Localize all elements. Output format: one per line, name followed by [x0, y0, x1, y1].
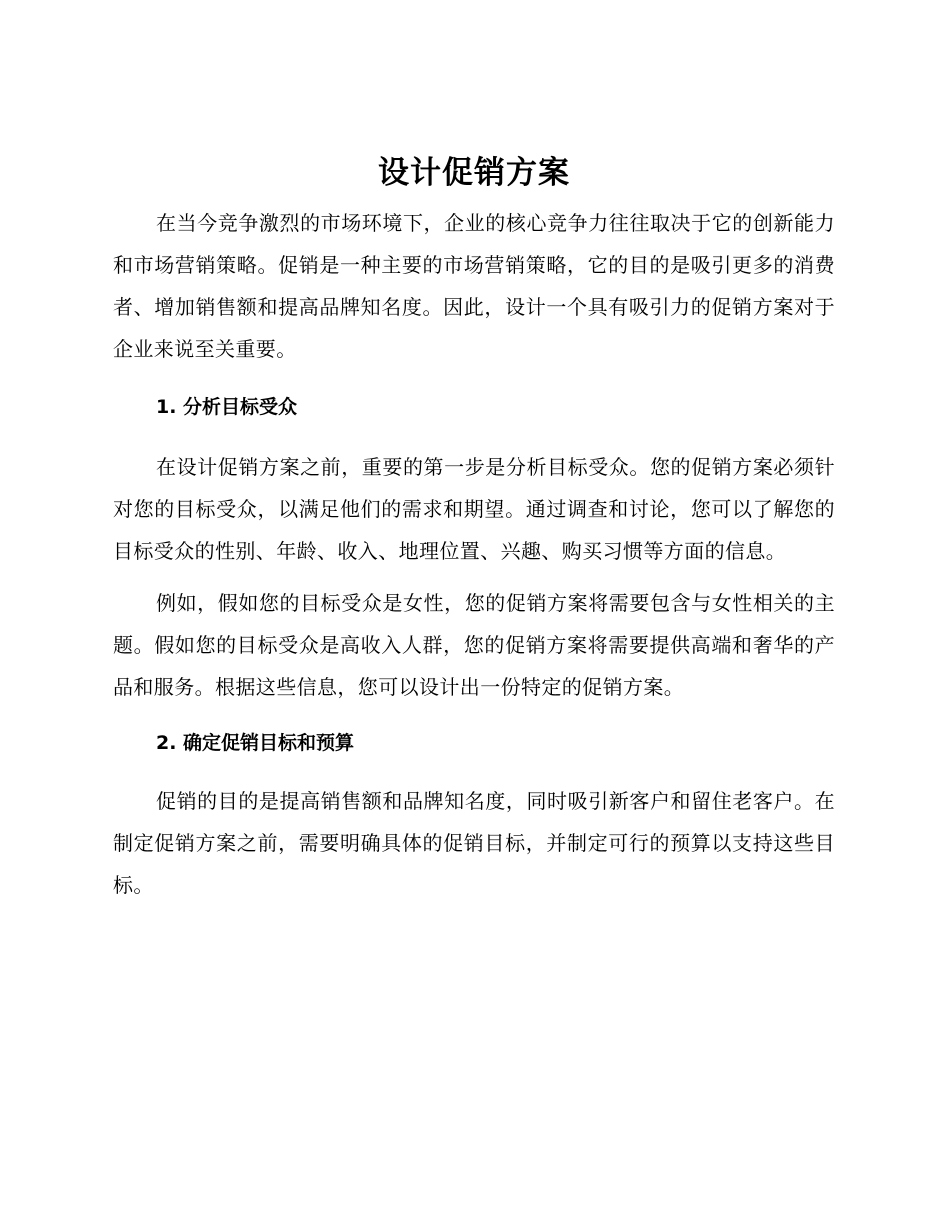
section-1-heading-wrap [113, 392, 835, 422]
section-heading: 2. 确定促销目标和预算 [156, 732, 355, 754]
section-2-paragraph-1: 促销的目的是提高销售额和品牌知名度，同时吸引新客户和留住老客户。在制定促销方案之前，需要明确具体的促销目标，并制定可行的预算以支持这些目标。 [113, 789, 835, 897]
section-heading: 1. 分析目标受众 [156, 396, 298, 418]
document-title: 设计促销方案 [378, 155, 570, 191]
document-page [113, 150, 835, 906]
section-1-paragraph-1: 在设计促销方案之前，重要的第一步是分析目标受众。您的促销方案必须针对您的目标受众，以满足他们的需求和期望。通过调查和讨论，您可以了解您的目标受众的性别、年龄、收入、地理位置、兴趣、购买习惯等方面的信息。 [113, 455, 835, 563]
intro-paragraph: 在当今竞争激烈的市场环境下，企业的核心竞争力往往取决于它的创新能力和市场营销策略。促销是一种主要的市场营销策略，它的目的是吸引更多的消费者、增加销售额和提高品牌知名度。因此，设计一个具有吸引力的促销方案对于企业来说至关重要。 [113, 211, 835, 361]
section-1-paragraph-2: 例如，假如您的目标受众是女性，您的促销方案将需要包含与女性相关的主题。假如您的目标受众是高收入人群，您的促销方案将需要提供高端和奢华的产品和服务。根据这些信息，您可以设计出一份特定的促销方案。 [113, 591, 835, 699]
section-2-heading-wrap [113, 728, 835, 758]
